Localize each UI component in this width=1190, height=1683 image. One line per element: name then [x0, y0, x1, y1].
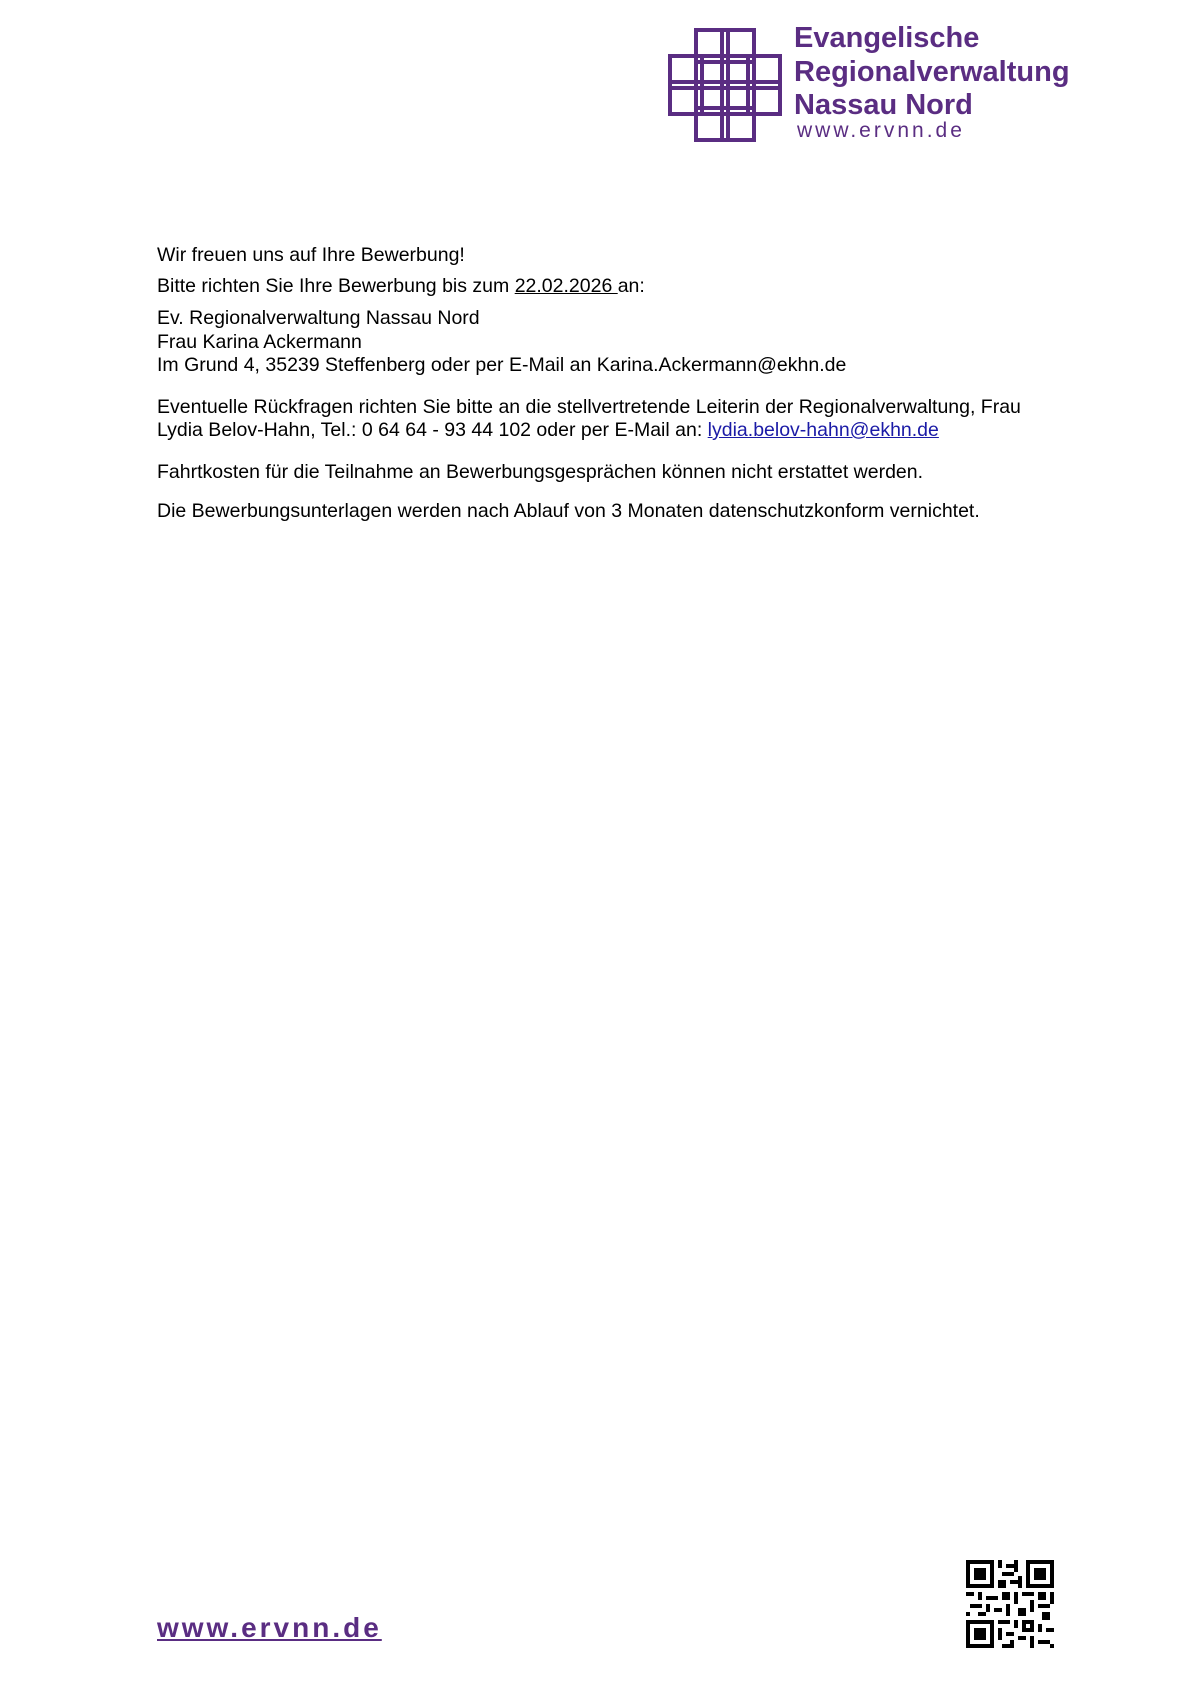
qr-code-icon	[966, 1560, 1054, 1648]
address-line-organization: Ev. Regionalverwaltung Nassau Nord	[157, 307, 480, 329]
interlocking-squares-cross-icon	[668, 26, 782, 144]
organization-name-line2: Regionalverwaltung	[794, 55, 1070, 88]
inquiry-text	[157, 396, 1057, 443]
inquiry-body: Eventuelle Rückfragen richten Sie bitte an die stellvertretende Leiterin der Regionalverwaltung, Frau Lydia Belov-Hahn, Tel.: 0 64 64 - 93 44 102 oder per E-Mail an:	[157, 395, 1021, 441]
organization-name-line1: Evangelische	[794, 22, 980, 54]
address-block	[157, 307, 1057, 378]
inquiry-email-link[interactable]: lydia.belov-hahn@ekhn.de	[707, 419, 939, 441]
privacy-notice: Die Bewerbungsunterlagen werden nach Ablauf von 3 Monaten datenschutzkonform vernichtet.	[157, 500, 980, 522]
logo-website-url: www.ervnn.de	[797, 119, 965, 142]
footer-website-link[interactable]: www.ervnn.de	[157, 1612, 382, 1643]
deadline-suffix: an:	[617, 274, 645, 297]
address-line-contact: Frau Karina Ackermann	[157, 330, 362, 353]
letter-body	[157, 244, 1057, 524]
address-line-street: Im Grund 4, 35239 Steffenberg oder per E-Mail an Karina.Ackermann@ekhn.de	[157, 354, 847, 376]
deadline-text	[157, 275, 1057, 299]
organization-name	[794, 22, 1070, 123]
organization-logo	[668, 22, 1078, 152]
deadline-prefix: Bitte richten Sie Ihre Bewerbung bis zum	[157, 274, 515, 297]
intro-text: Wir freuen uns auf Ihre Bewerbung!	[157, 244, 465, 266]
deadline-date: 22.02.2026	[514, 274, 618, 297]
travel-costs-notice: Fahrtkosten für die Teilnahme an Bewerbungsgesprächen können nicht erstattet werden.	[157, 460, 924, 483]
organization-name-line3: Nassau Nord	[794, 89, 973, 121]
